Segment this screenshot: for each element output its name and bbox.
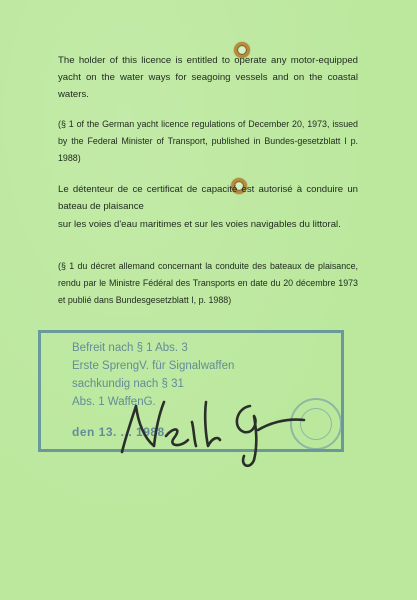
stamp-line-2: Erste SprengV. für Signalwaffen [72, 360, 235, 372]
reference-english: (§ 1 of the German yacht licence regulations of December 20, 1973, issued by the Federal Minister of Transport, published in Bundes-gesetzblatt I p. 1988) [58, 119, 358, 163]
reference-french: (§ 1 du décret allemand concernant la conduite des bateaux de plaisance, rendu par le Ministre Fédéral des Transports en date du 20 décembre 1973 et publié dans Bundesgesetzblatt I, p. 1988) [58, 261, 358, 305]
holder-french-line1: Le détenteur de ce certificat de capacité est autorisé à conduire un bateau de plaisance [58, 184, 358, 212]
handwritten-signature [108, 388, 308, 468]
stamp-date: den 13. ... 1988 [72, 425, 165, 439]
stamp-line-3: sachkundig nach § 31 [72, 378, 184, 390]
stamp-line-4: Abs. 1 WaffenG. [72, 396, 156, 408]
stamp-line-1: Befreit nach § 1 Abs. 3 [72, 342, 188, 354]
holder-french-line2: sur les voies d'eau maritimes et sur les voies navigables du littoral. [58, 219, 341, 230]
holder-english: The holder of this licence is entitled to operate any motor-equipped yacht on the water ways for seagoing vessels and on the coastal waters. [58, 55, 358, 100]
